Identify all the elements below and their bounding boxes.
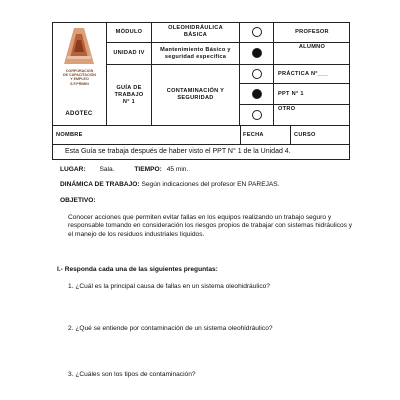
notice-text: Esta Guía se trabaja después de haber visto el PPT N° 1 de la Unidad 4.: [65, 148, 291, 155]
question-item: 1. ¿Cuál es la principal causa de fallas en un sistema oleohidráulico?: [68, 283, 270, 290]
objetivo-label: OBJETIVO:: [60, 197, 96, 204]
logo-text-line: CORPORACION: [65, 69, 94, 73]
alumno-row: [240, 43, 350, 65]
tiempo-label: TIEMPO:: [134, 166, 162, 173]
modulo-label: MÓDULO: [107, 22, 152, 43]
unidad-label: UNIDAD IV: [107, 43, 152, 65]
org-name: ADOTEC: [52, 103, 107, 125]
notice-box: [52, 145, 350, 160]
guia-label: GUÍA DE TRABAJO N° 1: [107, 65, 152, 125]
profesor-row: [240, 22, 350, 43]
lugar-line: [60, 166, 188, 174]
logo-cell: [52, 22, 107, 103]
ppt-row: [240, 84, 350, 105]
alumno-radio-icon[interactable]: [252, 48, 262, 58]
corporation-logo-icon: [62, 26, 96, 66]
practica-radio-icon[interactable]: [252, 69, 262, 79]
logo-text-line: S.F.PRIMIN: [70, 81, 89, 86]
modulo-value: OLEOHIDRÁULICA BÁSICA: [152, 22, 240, 43]
question-item: 2. ¿Qué se entiende por contaminación de un sistema oleohidráulico?: [68, 325, 273, 332]
profesor-label: PROFESOR: [295, 28, 329, 35]
otro-row: [240, 105, 350, 125]
fecha-label: FECHA: [243, 132, 264, 138]
guia-value: CONTAMINACIÓN Y SEGURIDAD: [152, 65, 240, 125]
unidad-value: Mantenimiento Básico y seguridad específica: [152, 43, 240, 65]
section-title: I.- Responda cada una de las siguientes preguntas:: [57, 266, 218, 273]
tiempo-value: 45 min.: [166, 166, 189, 173]
question-item: 3. ¿Cuáles son los tipos de contaminación?: [68, 371, 196, 378]
profesor-radio-icon[interactable]: [252, 27, 262, 37]
practica-label: PRÁCTICA N°___: [278, 70, 329, 77]
alumno-label: ALUMNO: [298, 44, 326, 50]
logo-text-line: Y EMPLEO: [70, 77, 89, 82]
dinamica-value: Según indicaciones del profesor EN PAREJAS.: [141, 181, 280, 188]
name-row: [52, 125, 350, 145]
logo-text-line: DE CAPACITACIÓN: [62, 73, 96, 78]
objetivo-text: Conocer acciones que permiten evitar fallas en los equipos realizando un trabajo seguro y responsable tomando en consideración los riesgos propios de trabajar con sistemas hidráulicos y el manejo de los residuos industriales líquidos.: [68, 214, 353, 238]
ppt-radio-icon[interactable]: [252, 89, 262, 99]
otro-label: OTRO: [278, 106, 296, 112]
practica-row: [240, 65, 350, 84]
nombre-label: NOMBRE: [56, 132, 83, 138]
ppt-label: PPT N° 1: [278, 90, 304, 97]
lugar-value: Sala.: [99, 166, 115, 173]
dinamica-line: [60, 181, 280, 189]
curso-label: CURSO: [294, 132, 316, 138]
dinamica-label: DINÁMICA DE TRABAJO:: [60, 181, 140, 188]
lugar-label: LUGAR:: [60, 166, 86, 173]
otro-radio-icon[interactable]: [252, 110, 262, 120]
